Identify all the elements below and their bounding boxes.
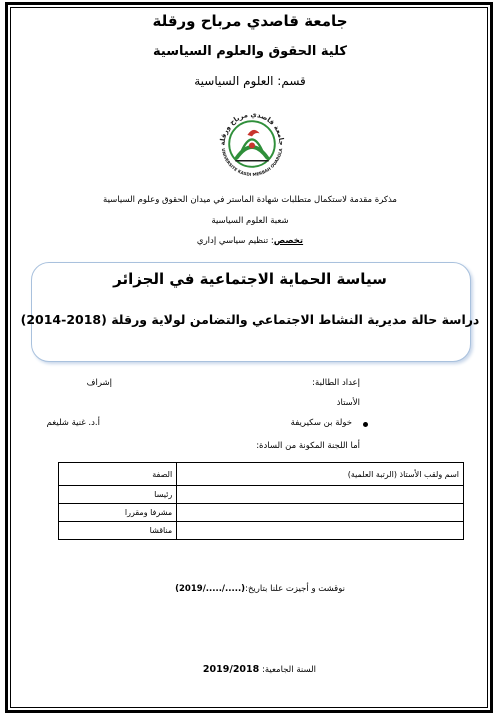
jury-role-cell: مشرفا ومقررا bbox=[59, 504, 177, 522]
department-name: قسم: العلوم السياسية bbox=[194, 74, 306, 88]
jury-name-cell bbox=[177, 522, 464, 540]
student-name: خولة بن سكيريفة bbox=[290, 418, 352, 428]
jury-name-cell bbox=[177, 486, 464, 504]
jury-table bbox=[58, 462, 464, 540]
discussion-label: نوقشت و أجيزت علنا بتاريخ: bbox=[245, 584, 345, 594]
specialty-label: تخصص bbox=[273, 236, 304, 246]
supervisor-name: أ.د. غنية شليغم bbox=[46, 418, 100, 428]
supervision-label: إشراف bbox=[86, 378, 112, 388]
jury-header-role: الصفة bbox=[59, 463, 177, 486]
academic-year-value: 2019/2018 bbox=[202, 664, 260, 675]
bullet-icon bbox=[363, 422, 368, 427]
thesis-subtitle: دراسة حالة مديرية النشاط الاجتماعي والتضامن لولاية ورقلة (2018-2014) bbox=[20, 312, 480, 327]
jury-role-cell: رئيسا bbox=[59, 486, 177, 504]
professor-label: الأستاذ bbox=[336, 398, 360, 408]
discussion-date bbox=[175, 584, 345, 594]
logo-arabic-text: جامعة قاصدي مرباح ورقلة bbox=[218, 110, 286, 146]
jury-role-cell: مناقشا bbox=[59, 522, 177, 540]
table-row bbox=[59, 522, 464, 540]
jury-header-name: اسم ولقب الأستاذ (الرتبة العلمية) bbox=[177, 463, 464, 486]
thesis-branch: شعبة العلوم السياسية bbox=[211, 216, 289, 226]
university-name: جامعة قاصدي مرباح ورقلة bbox=[152, 12, 348, 30]
committee-intro: أما اللجنة المكونة من السادة: bbox=[256, 441, 360, 451]
university-logo bbox=[214, 106, 290, 182]
academic-year bbox=[203, 664, 316, 675]
thesis-title: سياسة الحماية الاجتماعية في الجزائر bbox=[113, 270, 387, 288]
logo-latin-text: UNIVERSITE KASDI MERBAH OUARGLA bbox=[220, 147, 284, 177]
discussion-date-value: (...../...../2019) bbox=[175, 584, 246, 594]
academic-year-label: السنة الجامعية: bbox=[261, 665, 316, 675]
thesis-purpose: مذكرة مقدمة لاستكمال متطلبات شهادة الماستر في ميدان الحقوق وعلوم السياسية bbox=[103, 195, 397, 205]
thesis-specialty bbox=[0, 236, 500, 246]
jury-header-row bbox=[59, 463, 464, 486]
table-row bbox=[59, 486, 464, 504]
table-row bbox=[59, 504, 464, 522]
jury-name-cell bbox=[177, 504, 464, 522]
faculty-name: كلية الحقوق والعلوم السياسية bbox=[153, 44, 347, 59]
specialty-value: : تنظيم سياسي إداري bbox=[196, 236, 274, 246]
prepared-by-label: إعداد الطالبة: bbox=[312, 378, 360, 388]
